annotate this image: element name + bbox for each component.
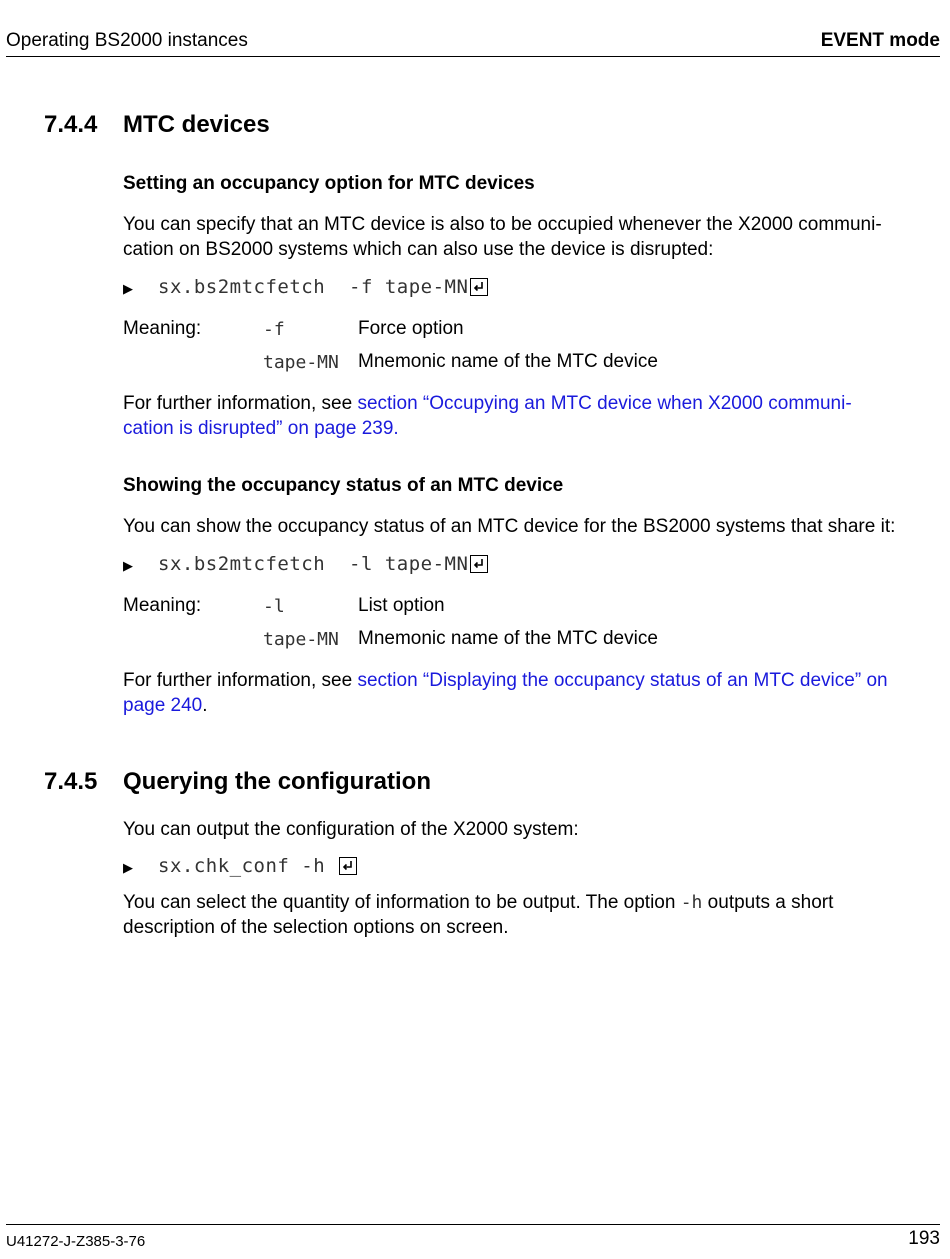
cross-reference-link[interactable]: section “Occupying an MTC device when X2000 communi-	[357, 393, 852, 414]
cross-reference-link[interactable]: cation is disrupted” on page 239	[123, 418, 394, 439]
document-id: U41272-J-Z385-3-76	[6, 1233, 146, 1250]
link-period: .	[202, 695, 208, 716]
running-header-left: Operating BS2000 instances	[6, 30, 248, 51]
option-description: Mnemonic name of the MTC device	[358, 351, 658, 372]
section-number: 7.4.4	[44, 111, 98, 138]
subsection-heading: Showing the occupancy status of an MTC device	[123, 475, 564, 496]
cross-reference-link[interactable]: section “Displaying the occupancy status of an MTC device” on	[357, 670, 888, 691]
running-header-right: EVENT mode	[820, 30, 940, 51]
section-number: 7.4.5	[44, 768, 98, 795]
paragraph-line: description of the selection options on screen.	[123, 917, 509, 938]
section-title: MTC devices	[123, 111, 270, 138]
paragraph-text: outputs a short	[702, 892, 834, 913]
further-info-paragraph	[123, 391, 943, 441]
paragraph-text: You can select the quantity of information to be output. The option	[123, 892, 681, 913]
header-rule	[6, 56, 940, 57]
further-info-prefix: For further information, see	[123, 670, 358, 691]
subsection-heading: Setting an occupancy option for MTC devices	[123, 173, 535, 194]
command-line	[158, 553, 488, 575]
command-line	[158, 855, 357, 877]
triangle-right-icon: ▶	[123, 860, 133, 875]
paragraph-line: You can specify that an MTC device is also to be occupied whenever the X2000 communi-	[123, 214, 882, 235]
paragraph: You can output the configuration of the X2000 system:	[123, 819, 579, 840]
option-name: tape-MN	[263, 352, 339, 373]
option-description: Force option	[358, 318, 464, 339]
link-period: .	[393, 418, 399, 439]
command-line	[158, 276, 488, 298]
option-description: Mnemonic name of the MTC device	[358, 628, 658, 649]
footer-rule	[6, 1224, 940, 1225]
further-info-prefix: For further information, see	[123, 393, 358, 414]
paragraph: You can show the occupancy status of an MTC device for the BS2000 systems that share it:	[123, 516, 896, 537]
further-info-paragraph	[123, 668, 943, 718]
option-description: List option	[358, 595, 445, 616]
meaning-label: Meaning:	[123, 318, 202, 339]
triangle-right-icon: ▶	[123, 558, 133, 573]
cross-reference-link[interactable]: page 240	[123, 695, 203, 716]
meaning-label: Meaning:	[123, 595, 202, 616]
inline-option: -h	[680, 892, 703, 913]
enter-key-icon	[339, 857, 357, 875]
enter-key-icon	[470, 278, 488, 296]
paragraph	[123, 890, 943, 940]
command-text: sx.chk_conf -h	[158, 855, 338, 877]
command-text: sx.bs2mtcfetch -l tape-MN	[158, 553, 469, 575]
command-text: sx.bs2mtcfetch -f tape-MN	[158, 276, 469, 298]
paragraph	[123, 212, 943, 262]
triangle-right-icon: ▶	[123, 281, 133, 296]
option-name: tape-MN	[263, 629, 339, 650]
option-name: -f	[263, 319, 285, 340]
page-number: 193	[908, 1228, 940, 1249]
enter-key-icon	[470, 555, 488, 573]
section-title: Querying the configuration	[123, 768, 432, 795]
option-name: -l	[263, 596, 285, 617]
paragraph-line: cation on BS2000 systems which can also use the device is disrupted:	[123, 239, 714, 260]
